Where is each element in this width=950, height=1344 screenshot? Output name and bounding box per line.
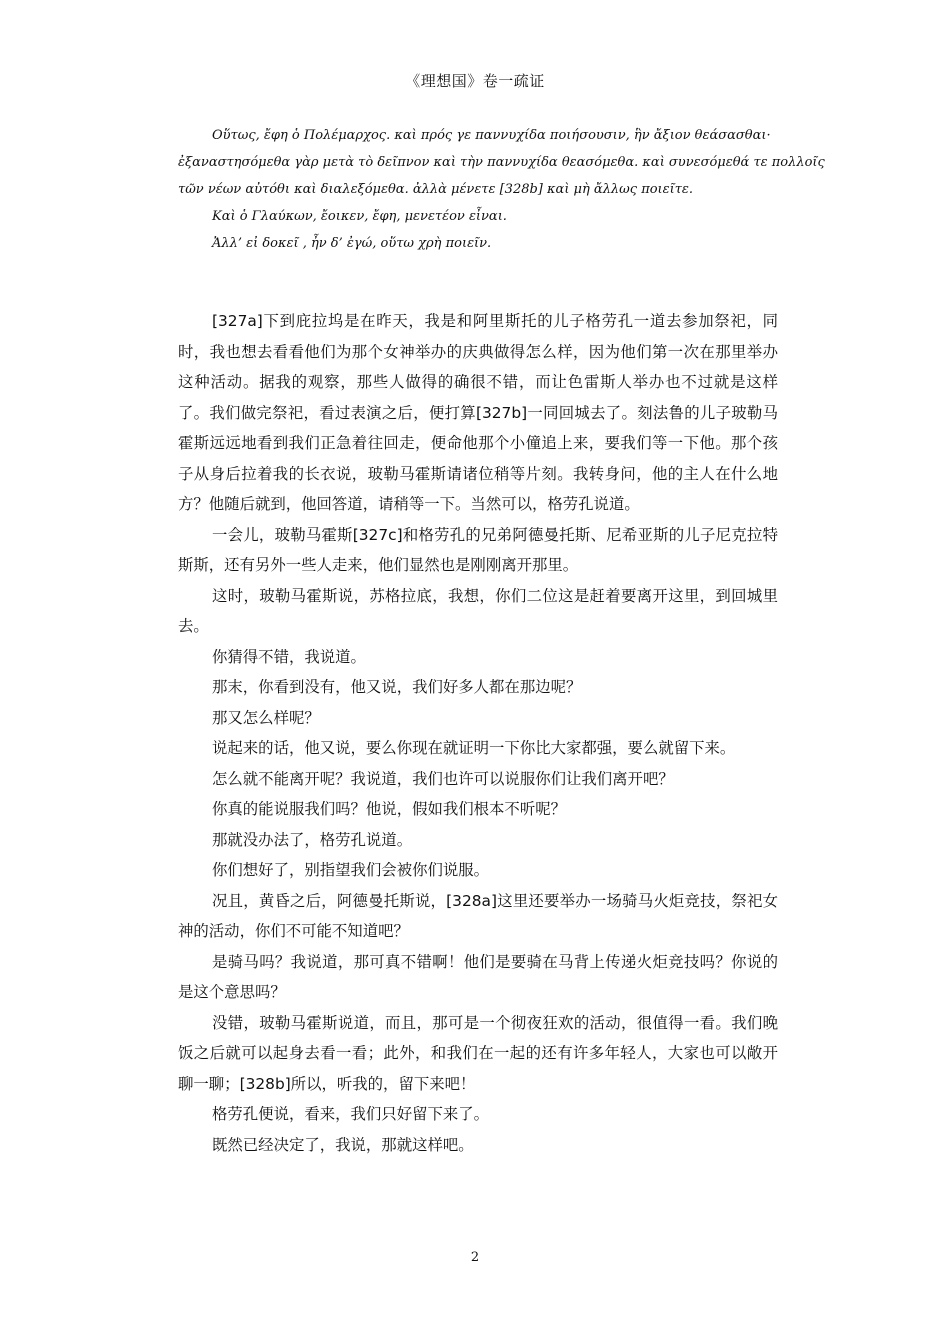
paragraph: 那又怎么样呢？ [212, 708, 320, 727]
paragraph: 你真的能说服我们吗？他说，假如我们根本不听呢？ [212, 800, 566, 818]
greek-line: Καὶ ὁ Γλαύκων, ἔοικεν, ἔφη, μενετέον εἶναι. [212, 209, 507, 224]
greek-line: τῶν νέων αὐτόθι καὶ διαλεξόμεθα. ἀλλὰ μένετε [328b] καὶ μὴ ἄλλως ποιεῖτε. [178, 182, 694, 197]
running-header: 《理想国》卷一疏证 [405, 72, 545, 90]
paragraph: 怎么就不能离开呢？我说道，我们也许可以说服你们让我们离开吧？ [212, 769, 674, 788]
greek-line: Ἀλλ’ εἰ δοκεῖ , ἦν δ’ ἐγώ, οὕτω χρὴ ποιεῖν. [212, 236, 492, 251]
paragraph: 是骑马吗？我说道，那可真不错啊！他们是要骑在马背上传递火炬竞技吗？你说的是这个意思吗？ [178, 952, 778, 1001]
paragraph: 那就没办法了，格劳孔说道。 [212, 830, 413, 849]
paragraph: 你们想好了，别指望我们会被你们说服。 [212, 861, 490, 879]
greek-line: Οὕτως, ἔφη ὁ Πολέμαρχος. καὶ πρός γε παννυχίδα ποιήσουσιν, ἣν ἄξιον θεάσασθαι· [212, 128, 771, 143]
greek-line: ἐξαναστησόμεθα γὰρ μετὰ τὸ δεῖπνον καὶ τὴν παννυχίδα θεασόμεθα. καὶ συνεσόμεθά τε πολλοῖς [178, 155, 825, 170]
chinese-translation-block [178, 306, 778, 1160]
greek-text-block [178, 122, 825, 257]
paragraph: 那末，你看到没有，他又说，我们好多人都在那边呢？ [212, 678, 582, 696]
paragraph: 你猜得不错，我说道。 [212, 647, 366, 666]
paragraph: [327a]下到庇拉坞是在昨天，我是和阿里斯托的儿子格劳孔一道去参加祭祀，同时，我也想去看看他们为那个女神举办的庆典做得怎么样，因为他们第一次在那里举办这种活动。据我的观察，那些人做得的确很不错，而让色雷斯人举办也不过就是这样了。我们做完祭祀，看过表演之后，便打算[327b]一同回城去了。刻法鲁的儿子玻勒马霍斯远远地看到我们正急着往回走，便命他那个小僮追上来，要我们等一下他。那个孩子从身后拉着我的长衣说，玻勒马霍斯请诸位稍等片刻。我转身问，他的主人在什么地方？他随后就到，他回答道，请稍等一下。当然可以，格劳孔说道。 [178, 312, 778, 513]
paragraph: 既然已经决定了，我说，那就这样吧。 [212, 1135, 474, 1154]
paragraph: 没错，玻勒马霍斯说道，而且，那可是一个彻夜狂欢的活动，很值得一看。我们晚饭之后就可以起身去看一看；此外，和我们在一起的还有许多年轻人，大家也可以敞开聊一聊；[328b]所以，听我的，留下来吧！ [178, 1013, 778, 1093]
paragraph: 况且，黄昏之后，阿德曼托斯说，[328a]这里还要举办一场骑马火炬竞技，祭祀女神的活动，你们不可能不知道吧？ [178, 891, 778, 940]
paragraph: 格劳孔便说，看来，我们只好留下来了。 [212, 1105, 490, 1123]
paragraph: 一会儿，玻勒马霍斯[327c]和格劳孔的兄弟阿德曼托斯、尼希亚斯的儿子尼克拉特斯斯，还有另外一些人走来，他们显然也是刚刚离开那里。 [178, 525, 778, 574]
page-number: 2 [470, 1250, 480, 1265]
paragraph: 说起来的话，他又说，要么你现在就证明一下你比大家都强，要么就留下来。 [212, 739, 736, 757]
paragraph: 这时，玻勒马霍斯说，苏格拉底，我想，你们二位这是赶着要离开这里，到回城里去。 [178, 586, 778, 635]
